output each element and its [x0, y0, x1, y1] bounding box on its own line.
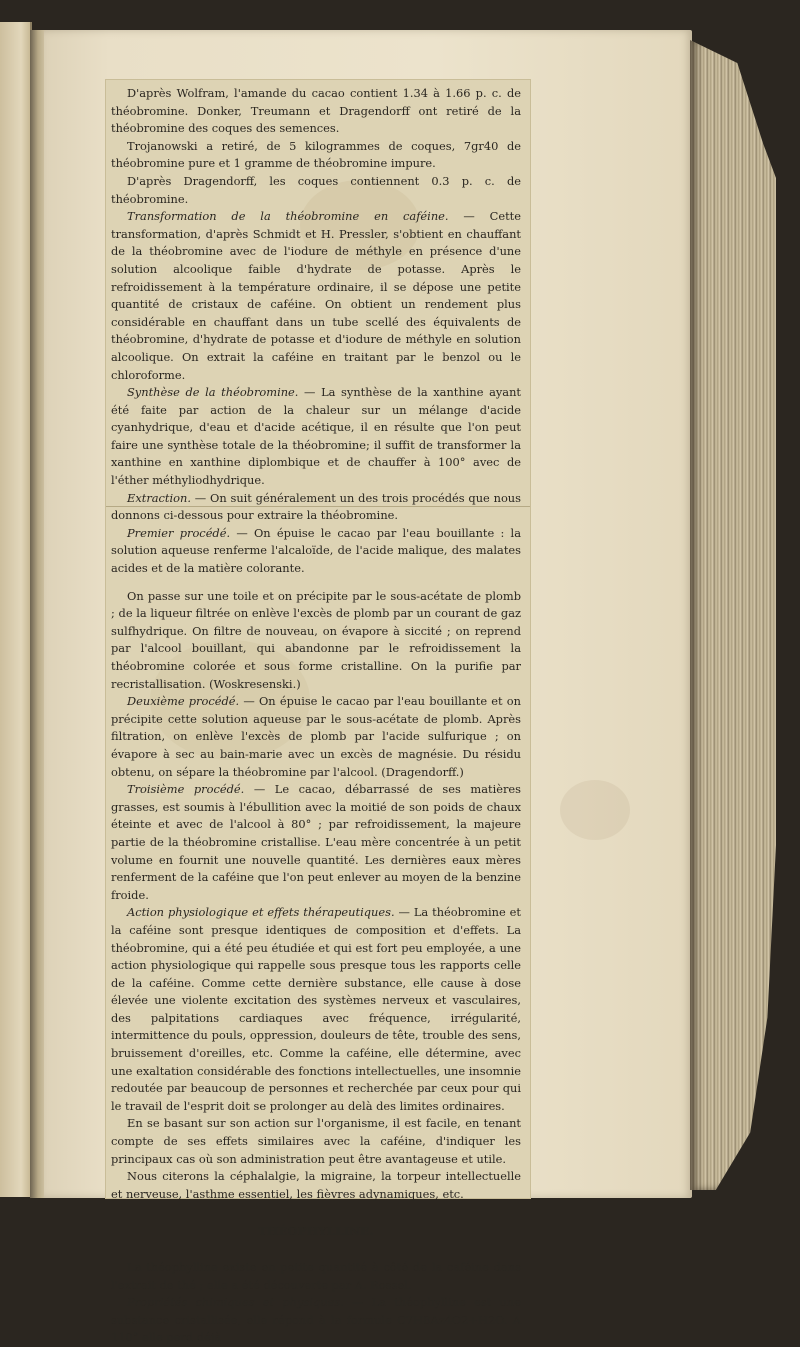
article-text — [111, 85, 521, 1347]
left-page-edge — [0, 22, 32, 1197]
subheading: Transformation de la théobromine en caféine. — [127, 209, 449, 224]
subheading: Deuxième procédé. — [127, 694, 240, 709]
section-title: THÉOPHYLLINE. — [258, 1224, 374, 1239]
page-edges-stack — [690, 40, 776, 1190]
paragraph: On passe sur une toile et on précipite par le sous-acétate de plomb ; de la liqueur filtrée on enlève l'excès de plomb par un courant de gaz sulfhydrique. On filtre de nouveau, on évapore à siccité ; on reprend par l'alcool bouillant, qui abandonne par le refroidissement la théobromine colorée et sous forme cristalline. On la purifie par recristallisation. (Woskresenski.) — [111, 588, 521, 691]
paragraph-body: — La théobromine et la caféine sont presque identiques de composition et d'effets. La théobromine, qui a été peu étudiée et qui est fort peu employée, a une action physiologique qui rappelle sous presque tous les rapports celle de la caféine. Comme cette dernière substance, elle cause à dose élevée une violente excitation des systèmes nerveux et vasculaires, des palpitations cardiaques avec fréquence, irrégularité, intermittence du pouls, oppression, douleurs de tête, trouble des sens, bruissement d'oreilles, etc. Comme la caféine, elle détermine, avec une exaltation considérable des fonctions intellectuelles, une insomnie redoutée par beaucoup de personnes et recherchée par ceux pour qui le travail de l'esprit doit se prolonger au delà des limites ordinaires. — [111, 905, 521, 1113]
paragraph — [111, 693, 521, 781]
paragraph — [111, 208, 521, 384]
subheading: Extraction. — [127, 490, 191, 505]
paragraph — [111, 781, 521, 904]
paragraph-body: — La théophylline est une substance cristallisée, elle répond à la formule C7H8Az4O2+H2O. A 110° elle perd déjà — [111, 1295, 521, 1345]
paragraph — [111, 384, 521, 490]
subheading: Premier procédé. — [127, 525, 231, 540]
paragraph — [111, 904, 521, 1115]
paragraph-body: — On épuise le cacao par l'eau bouillante : la solution aqueuse renferme l'alcaloïde, de l'acide malique, des malates acides et de la matière colorante. — [111, 525, 521, 576]
paragraph: En se basant sur son action sur l'organisme, il est facile, en tenant compte de ses effets similaires avec la caféine, d'indiquer les principaux cas où son administration peut être avantageuse et utile. — [111, 1116, 521, 1166]
paragraph: D'après Dragendorff, les coques contiennent 0.3 p. c. de théobromine. — [111, 173, 521, 206]
paragraph-body: — On épuise le cacao par l'eau bouillante et on précipite cette solution aqueuse par le sous-acétate de plomb. Après filtration, on enlève l'excès de plomb par l'acide sulfurique ; on évapore à sec au bain-marie avec un excès de magnésie. Du résidu obtenu, on sépare la théobromine par l'alcool. (Dragendorff.) — [111, 694, 521, 779]
paragraph — [111, 490, 521, 525]
paragraph-body: — Cette transformation, d'après Schmidt et H. Pressler, s'obtient en chauffant de la théobromine avec de l'iodure de méthyle en présence d'une solution alcoolique faible d'hydrate de potasse. Après le refroidissement à la température ordinaire, il se dépose une petite quantité de cristaux de caféine. On obtient un rendement plus considérable en chauffant dans un tube scellé des équivalents de théobromine, d'hydrate de potasse et d'iodure de méthyle en solution alcoolique. On extrait la caféine en traitant par le benzol ou le chloroforme. — [111, 209, 521, 382]
paragraph: La théophylline existe en petite quantité à côté de la caféine dans l'extrait de thé ; elle a été découverte par A. Rossel. — [111, 1260, 521, 1292]
paragraph-body: — La synthèse de la xanthine ayant été faite par action de la chaleur sur un mélange d'acide cyanhydrique, d'eau et d'acide acétique, il en résulte que l'on peut faire une synthèse totale de la théobromine; il suffit de transformer la xanthine en xanthine diplombique et de chauffer à 100° avec de l'éther méthyliodhydrique. — [111, 385, 521, 488]
paragraph: D'après Wolfram, l'amande du cacao contient 1.34 à 1.66 p. c. de théobromine. Donker, Treumann et Dragendorff ont retiré de la théobromine des coques des semences. — [111, 86, 521, 136]
subheading: Propriétés chimiques et physiques. — [127, 1295, 344, 1310]
paragraph — [111, 1294, 521, 1347]
paragraph: Nous citerons la céphalalgie, la migraine, la torpeur intellectuelle et nerveuse, l'asthme essentiel, les fièvres adynamiques, etc. — [111, 1169, 521, 1201]
subheading: Synthèse de la théobromine. — [127, 385, 299, 400]
paragraph-body: — Le cacao, débarrassé de ses matières grasses, est soumis à l'ébullition avec la moitié de son poids de chaux éteinte et avec de l'alcool à 80° ; par refroidissement, la majeure partie de la théobromine cristallise. L'eau mère concentrée à un petit volume en fournit une nouvelle quantité. Les dernières eaux mères renferment de la caféine que l'on peut enlever au moyen de la benzine froide. — [111, 782, 521, 902]
subheading: Troisième procédé. — [127, 782, 245, 797]
paragraph-body: — On suit généralement un des trois procédés que nous donnons ci-dessous pour extraire la théobromine. — [111, 490, 521, 523]
subheading: Action physiologique et effets thérapeutiques. — [127, 905, 395, 920]
paragraph: Trojanowski a retiré, de 5 kilogrammes de coques, 7gr40 de théobromine pure et 1 gramme de théobromine impure. — [111, 138, 521, 171]
paragraph — [111, 525, 521, 578]
